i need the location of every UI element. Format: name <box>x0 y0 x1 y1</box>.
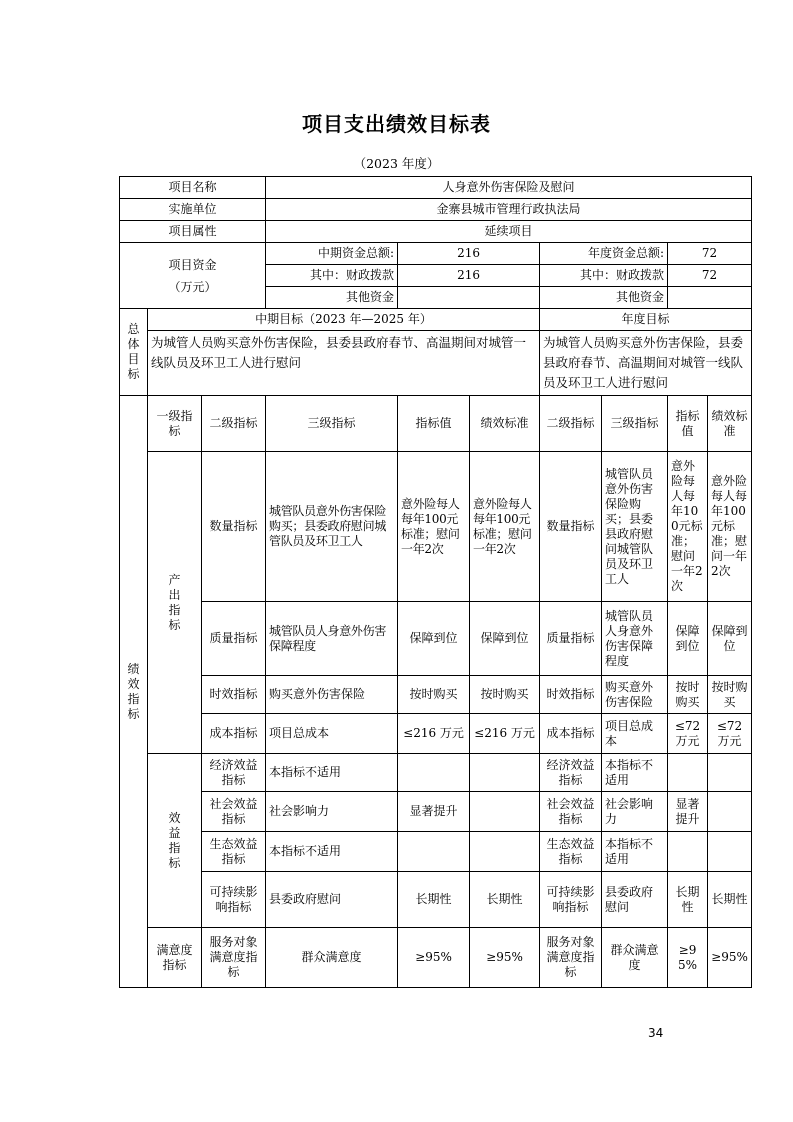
satisfaction-l3: 群众满意度 <box>266 928 398 988</box>
mid-fiscal-value: 216 <box>398 265 540 287</box>
performance-target-table <box>119 176 752 988</box>
page-year: （2023 年度） <box>353 156 440 171</box>
sustainable-l2: 可持续影响指标 <box>202 872 266 928</box>
sustainable-year-l2: 可持续影响指标 <box>540 872 602 928</box>
table-row <box>120 928 752 988</box>
timeliness-standard: 按时购买 <box>470 676 540 714</box>
economic-year-standard <box>708 754 752 792</box>
social-standard <box>470 792 540 832</box>
quantity-standard: 意外险每人每年100元标准；慰问一年2次 <box>470 452 540 602</box>
table-row <box>120 754 752 792</box>
year-goal-text: 为城管人员购买意外伤害保险，县委县政府春节、高温期间对城管一线队员及环卫工人进行慰问 <box>540 331 752 396</box>
mid-other-value <box>398 287 540 309</box>
timeliness-year-value: 按时购买 <box>668 676 708 714</box>
page-title: 项目支出绩效目标表 <box>302 112 491 136</box>
timeliness-l2: 时效指标 <box>202 676 266 714</box>
social-year-value: 显著提升 <box>668 792 708 832</box>
header-year-value: 指标值 <box>668 396 708 452</box>
timeliness-year-l3: 购买意外伤害保险 <box>602 676 668 714</box>
satisfaction-year-l2: 服务对象满意度指标 <box>540 928 602 988</box>
header-level1: 一级指标 <box>148 396 202 452</box>
benefit-indicators-label-text: 效益指标 <box>168 810 181 870</box>
sustainable-value: 长期性 <box>398 872 470 928</box>
sustainable-year-standard: 长期性 <box>708 872 752 928</box>
mid-total-label: 中期资金总额: <box>266 243 398 265</box>
table-row <box>120 832 752 872</box>
sustainable-l3: 县委政府慰问 <box>266 872 398 928</box>
overall-goal-label <box>120 309 148 396</box>
economic-value <box>398 754 470 792</box>
economic-l3: 本指标不适用 <box>266 754 398 792</box>
quantity-value: 意外险每人每年100元标准；慰问一年2次 <box>398 452 470 602</box>
quality-year-value: 保障到位 <box>668 602 708 676</box>
cost-standard: ≤216 万元 <box>470 714 540 754</box>
quality-year-l2: 质量指标 <box>540 602 602 676</box>
header-level3: 三级指标 <box>266 396 398 452</box>
funds-unit: （万元） <box>168 279 217 294</box>
year-other-label: 其他资金 <box>540 287 668 309</box>
satisfaction-l2: 服务对象满意度指标 <box>202 928 266 988</box>
quality-standard: 保障到位 <box>470 602 540 676</box>
economic-year-l2: 经济效益指标 <box>540 754 602 792</box>
quantity-l2: 数量指标 <box>202 452 266 602</box>
cost-year-value: ≤72万元 <box>668 714 708 754</box>
year-fiscal-value: 72 <box>668 265 752 287</box>
mid-fiscal-label: 其中：财政拨款 <box>266 265 398 287</box>
year-goal-header: 年度目标 <box>540 309 752 331</box>
quality-year-l3: 城管队员人身意外伤害保障程度 <box>602 602 668 676</box>
year-other-value <box>668 287 752 309</box>
project-name-value: 人身意外伤害保险及慰问 <box>266 177 752 199</box>
cost-year-l3: 项目总成本 <box>602 714 668 754</box>
table-row <box>120 452 752 602</box>
satisfaction-year-l3: 群众满意度 <box>602 928 668 988</box>
table-row <box>120 714 752 754</box>
output-indicators-label-text: 产出指标 <box>168 572 181 632</box>
quality-l3: 城管队员人身意外伤害保障程度 <box>266 602 398 676</box>
timeliness-year-standard: 按时购买 <box>708 676 752 714</box>
table-row <box>120 792 752 832</box>
quality-l2: 质量指标 <box>202 602 266 676</box>
header-value: 指标值 <box>398 396 470 452</box>
project-attribute-label: 项目属性 <box>120 221 266 243</box>
social-value: 显著提升 <box>398 792 470 832</box>
economic-standard <box>470 754 540 792</box>
project-funds-label <box>120 243 266 309</box>
cost-value: ≤216 万元 <box>398 714 470 754</box>
output-indicators-label <box>148 452 202 754</box>
year-fiscal-label: 其中：财政拨款 <box>540 265 668 287</box>
performance-indicators-label <box>120 396 148 988</box>
implementing-unit-value: 金寨县城市管理行政执法局 <box>266 199 752 221</box>
cost-year-standard: ≤72万元 <box>708 714 752 754</box>
social-l2: 社会效益指标 <box>202 792 266 832</box>
mid-goal-header: 中期目标（2023 年—2025 年） <box>148 309 540 331</box>
social-l3: 社会影响力 <box>266 792 398 832</box>
quality-year-standard: 保障到位 <box>708 602 752 676</box>
satisfaction-label: 满意度指标 <box>148 928 202 988</box>
cost-year-l2: 成本指标 <box>540 714 602 754</box>
ecological-year-l2: 生态效益指标 <box>540 832 602 872</box>
benefit-indicators-label <box>148 754 202 928</box>
economic-year-l3: 本指标不适用 <box>602 754 668 792</box>
ecological-l3: 本指标不适用 <box>266 832 398 872</box>
page-number: 34 <box>648 1026 664 1040</box>
implementing-unit-label: 实施单位 <box>120 199 266 221</box>
mid-total-value: 216 <box>398 243 540 265</box>
timeliness-l3: 购买意外伤害保险 <box>266 676 398 714</box>
satisfaction-year-standard: ≥95% <box>708 928 752 988</box>
performance-indicators-label-text: 绩效指标 <box>127 661 140 721</box>
satisfaction-year-value: ≥95% <box>668 928 708 988</box>
social-year-l3: 社会影响力 <box>602 792 668 832</box>
project-name-label: 项目名称 <box>120 177 266 199</box>
quantity-l3: 城管队员意外伤害保险购买；县委政府慰问城管队员及环卫工人 <box>266 452 398 602</box>
quantity-year-l3: 城管队员意外伤害保险购买；县委县政府慰问城管队员及环卫工人 <box>602 452 668 602</box>
sustainable-standard: 长期性 <box>470 872 540 928</box>
project-attribute-value: 延续项目 <box>266 221 752 243</box>
year-total-value: 72 <box>668 243 752 265</box>
ecological-year-value <box>668 832 708 872</box>
quantity-year-value: 意外险每人每年100元标准；慰问一年2次 <box>668 452 708 602</box>
quantity-year-l2: 数量指标 <box>540 452 602 602</box>
header-standard: 绩效标准 <box>470 396 540 452</box>
ecological-l2: 生态效益指标 <box>202 832 266 872</box>
year-total-label: 年度资金总额: <box>540 243 668 265</box>
header-year-standard: 绩效标准 <box>708 396 752 452</box>
ecological-year-standard <box>708 832 752 872</box>
social-year-standard <box>708 792 752 832</box>
ecological-year-l3: 本指标不适用 <box>602 832 668 872</box>
social-year-l2: 社会效益指标 <box>540 792 602 832</box>
overall-goal-label-text: 总体目标 <box>127 322 140 381</box>
header-level2: 二级指标 <box>202 396 266 452</box>
table-row <box>120 676 752 714</box>
mid-goal-text: 为城管人员购买意外伤害保险，县委县政府春节、高温期间对城管一线队员及环卫工人进行慰问 <box>148 331 540 396</box>
ecological-standard <box>470 832 540 872</box>
economic-l2: 经济效益指标 <box>202 754 266 792</box>
funds-label: 项目资金 <box>168 257 217 272</box>
satisfaction-value: ≥95% <box>398 928 470 988</box>
table-row <box>120 872 752 928</box>
sustainable-year-value: 长期性 <box>668 872 708 928</box>
quantity-year-standard: 意外险每人每年100元标准；慰问一年2次 <box>708 452 752 602</box>
table-row <box>120 602 752 676</box>
timeliness-year-l2: 时效指标 <box>540 676 602 714</box>
quality-value: 保障到位 <box>398 602 470 676</box>
economic-year-value <box>668 754 708 792</box>
cost-l3: 项目总成本 <box>266 714 398 754</box>
cost-l2: 成本指标 <box>202 714 266 754</box>
header-year-level3: 三级指标 <box>602 396 668 452</box>
sustainable-year-l3: 县委政府慰问 <box>602 872 668 928</box>
header-year-level2: 二级指标 <box>540 396 602 452</box>
ecological-value <box>398 832 470 872</box>
timeliness-value: 按时购买 <box>398 676 470 714</box>
mid-other-label: 其他资金 <box>266 287 398 309</box>
satisfaction-standard: ≥95% <box>470 928 540 988</box>
